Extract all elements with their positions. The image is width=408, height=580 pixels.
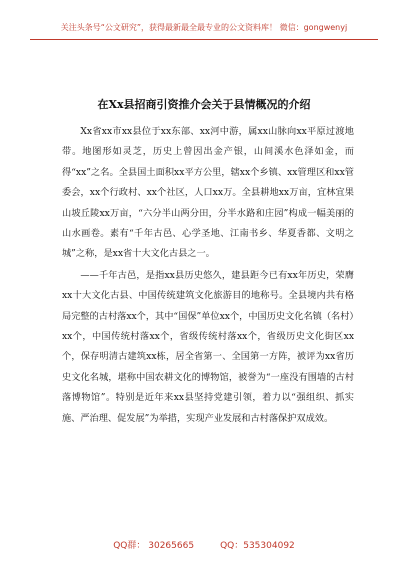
paragraph: Xx省xx市xx县位于xx东部、xx河中游，属xx山脉向xx平原过渡地带。地图形如灵芝，历史上曾因出金产银，山间溪水色泽如金，而得“xx”之名。全县国土面积xx平方公里，辖xx个乡镇、xx管理区和xx管委会，xx个行政村、xx个社区，人口xx万。全县耕地xx万亩，宜林宜果山坡丘陵xx万亩，“六分半山两分田，分半水路和庄园”构成一幅美丽的山水画卷。素有“千年古邑、心学圣地、江南书乡、华夏香都、文明之城”之称，是xx省十大文化古县之一。 (62, 126, 354, 260)
footer-qq-group: QQ群： 30265665 (113, 541, 195, 551)
document-title: 在Xx县招商引资推介会关于县情概况的介绍 (97, 98, 311, 111)
header-banner: 关注头条号“公文研究”，获得最新最全最专业的公文资料库！ 微信：gongwenyj (60, 23, 348, 32)
footer-qq-number: QQ：535304092 (220, 541, 295, 551)
header-divider (30, 39, 378, 40)
paragraph: ——千年古邑，是指xx县历史悠久，建县距今已有xx年历史，荣膺xx十大文化古县、中国传统建筑文化旅游目的地称号。全县境内共有格局完整的古村落xx个，其中“国保”单位xx个，中国历史文化名镇（名村）xx个，中国传统村落xx个，省级传统村落xx个，省级历史文化街区xx个，保存明清古建筑xx栋，居全省第一、全国第一方阵，被评为xx省历史文化名城，堪称中国农耕文化的博物馆，被誉为“一座没有围墙的古村落博物馆”。特别是近年来xx县坚持党建引领，着力以“强组织、抓实施、严治理、促发展”为举措，实现产业发展和古村落保护双成效。 (62, 269, 354, 424)
footer-contact (0, 538, 408, 551)
document-body (62, 122, 354, 429)
